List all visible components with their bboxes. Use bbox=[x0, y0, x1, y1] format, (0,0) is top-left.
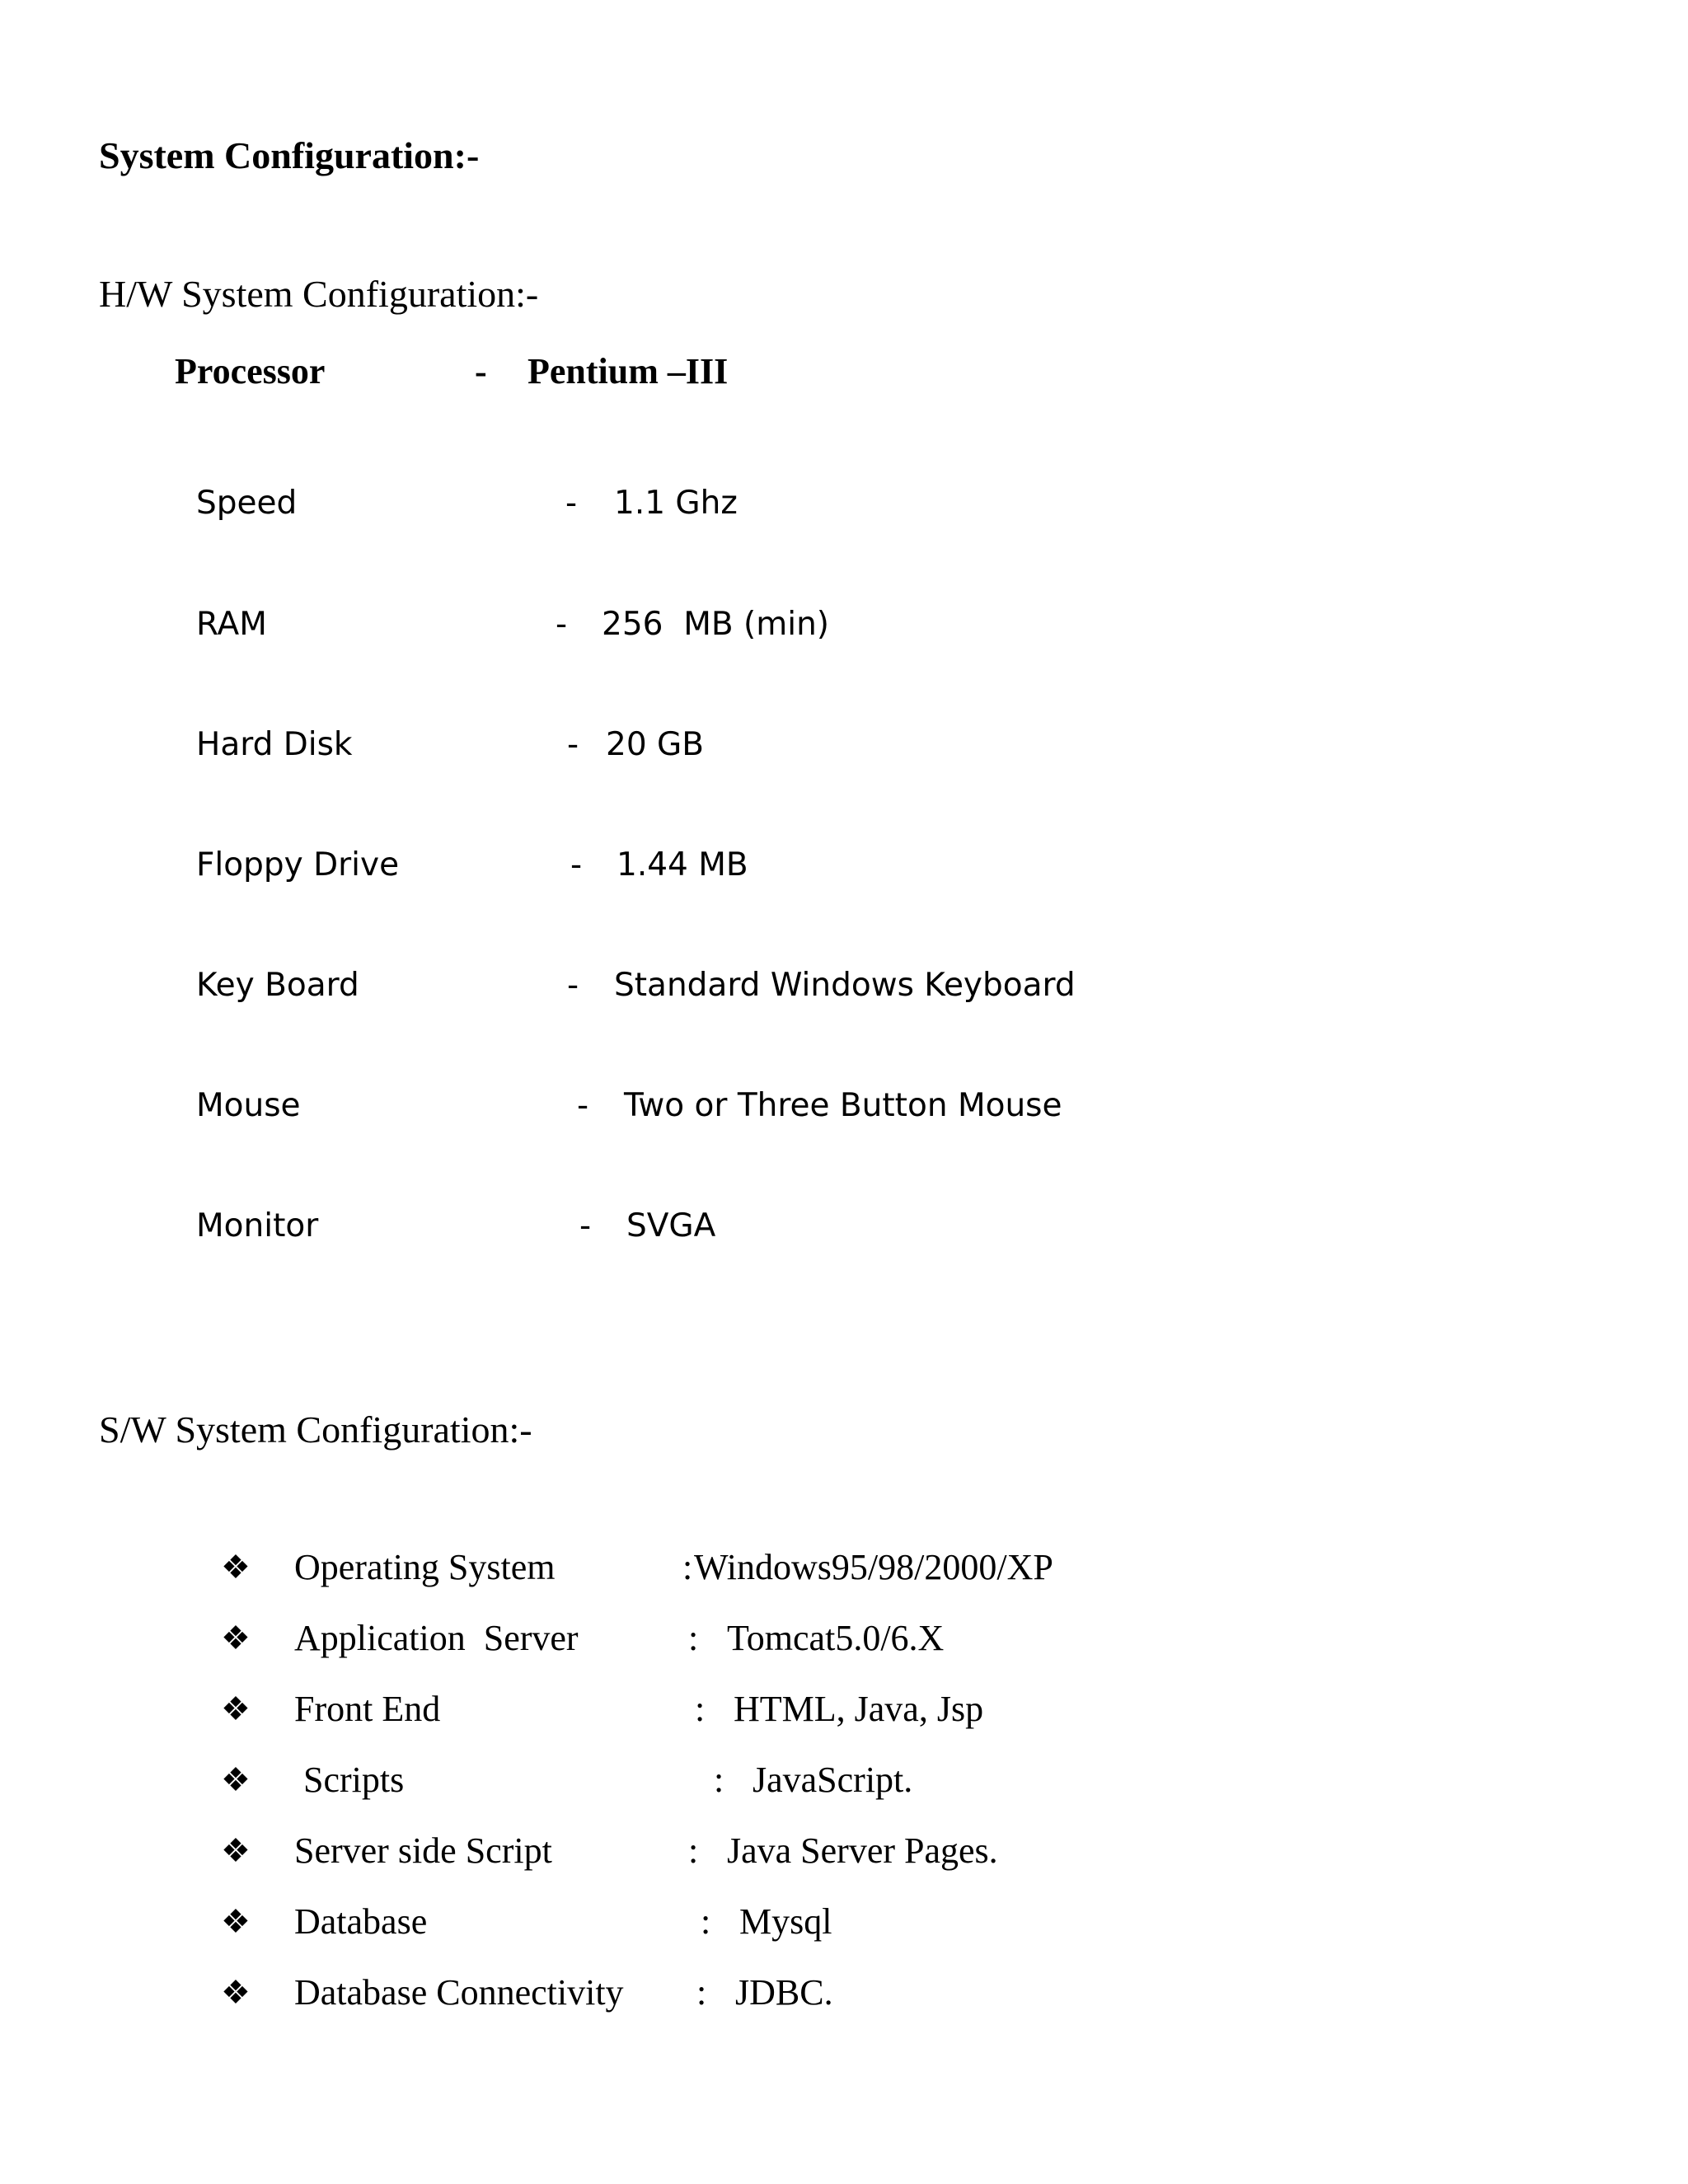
hw-section-heading: H/W System Configuration:- bbox=[99, 273, 539, 315]
hw-label: Processor bbox=[175, 351, 326, 391]
hw-label: Monitor bbox=[196, 1207, 319, 1244]
bullet-diamond-icon: ❖ bbox=[221, 1690, 251, 1727]
hw-separator: - bbox=[570, 846, 583, 883]
sw-separator: : bbox=[688, 1830, 699, 1871]
sw-label: Operating System bbox=[294, 1547, 556, 1587]
sw-value: Mysql bbox=[739, 1901, 832, 1942]
sw-separator: : bbox=[688, 1618, 699, 1658]
sw-label: Server side Script bbox=[294, 1830, 552, 1871]
sw-label: Application Server bbox=[294, 1618, 579, 1658]
sw-separator: : bbox=[695, 1689, 706, 1729]
hw-value: 1.1 Ghz bbox=[614, 485, 738, 522]
sw-value: Windows95/98/2000/XP bbox=[694, 1547, 1053, 1587]
sw-value: Java Server Pages. bbox=[727, 1830, 998, 1871]
sw-value: JavaScript. bbox=[753, 1760, 913, 1800]
hw-label: Floppy Drive bbox=[196, 846, 400, 883]
bullet-diamond-icon: ❖ bbox=[221, 1832, 251, 1869]
hw-value: 20 GB bbox=[606, 726, 704, 763]
page-title: System Configuration:- bbox=[99, 134, 480, 176]
sw-label: Front End bbox=[294, 1689, 441, 1729]
hw-separator: - bbox=[556, 606, 568, 643]
hw-value: Two or Three Button Mouse bbox=[624, 1087, 1062, 1124]
hw-separator: - bbox=[567, 967, 579, 1004]
sw-value: JDBC. bbox=[735, 1972, 833, 2013]
sw-label: Scripts bbox=[303, 1760, 405, 1800]
hw-separator: - bbox=[475, 351, 487, 391]
sw-label: Database Connectivity bbox=[294, 1972, 624, 2013]
hw-value: Pentium –III bbox=[528, 351, 729, 391]
hw-value: 256 MB (min) bbox=[602, 606, 830, 643]
hw-value: Standard Windows Keyboard bbox=[614, 967, 1076, 1004]
hw-separator: - bbox=[579, 1207, 592, 1244]
hw-value: SVGA bbox=[626, 1207, 716, 1244]
bullet-diamond-icon: ❖ bbox=[221, 1903, 251, 1940]
sw-label: Database bbox=[294, 1901, 428, 1942]
hw-label: RAM bbox=[196, 606, 267, 643]
sw-section-heading: S/W System Configuration:- bbox=[99, 1408, 532, 1451]
sw-value: HTML, Java, Jsp bbox=[734, 1689, 984, 1729]
hw-label: Mouse bbox=[196, 1087, 301, 1124]
bullet-diamond-icon: ❖ bbox=[221, 1974, 251, 2011]
sw-value: Tomcat5.0/6.X bbox=[727, 1618, 945, 1658]
bullet-diamond-icon: ❖ bbox=[221, 1761, 251, 1798]
hw-separator: - bbox=[577, 1087, 589, 1124]
hw-label: Key Board bbox=[196, 967, 359, 1004]
sw-separator: : bbox=[682, 1547, 693, 1587]
hw-separator: - bbox=[567, 726, 579, 763]
hw-separator: - bbox=[565, 485, 578, 522]
sw-separator: : bbox=[696, 1972, 707, 2013]
hw-label: Speed bbox=[196, 485, 298, 522]
bullet-diamond-icon: ❖ bbox=[221, 1619, 251, 1657]
hw-value: 1.44 MB bbox=[617, 846, 748, 883]
bullet-diamond-icon: ❖ bbox=[221, 1549, 251, 1586]
hw-label: Hard Disk bbox=[196, 726, 353, 763]
sw-separator: : bbox=[714, 1760, 724, 1800]
sw-separator: : bbox=[701, 1901, 711, 1942]
